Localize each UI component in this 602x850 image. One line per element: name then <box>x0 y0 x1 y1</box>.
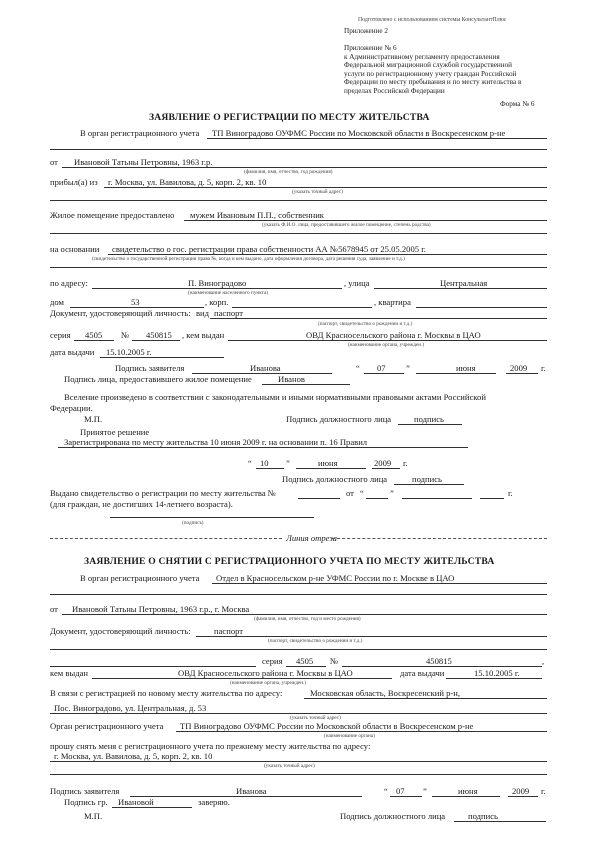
s2-series-line <box>286 666 326 667</box>
s2-from-label: от <box>50 604 58 614</box>
s2-from-hint: (фамилия, имя, отчество, год и место рождения) <box>254 616 361 622</box>
s2-witness-line <box>112 807 192 808</box>
s1-date-value: 15.10.2005 г. <box>106 347 152 357</box>
s1-arrived-line <box>104 187 547 188</box>
s2-issued-value: ОВД Красносельского района г. Москвы в ЦАО <box>178 668 353 678</box>
s1-sign-g: г. <box>541 363 546 373</box>
s1-settle-line-2: Федерации. <box>50 403 93 413</box>
s1-decision-value: Зарегистрирована по месту жительства 10 июня 2009 г. на основании п. 16 Правил <box>64 437 368 447</box>
s1-basis-label: на основании <box>50 244 100 254</box>
s1-street-label: , улица <box>344 278 370 288</box>
s1-organ-line-2 <box>50 149 547 150</box>
s2-organ-line <box>212 583 547 584</box>
section2-title: ЗАЯВЛЕНИЕ О СНЯТИИ С РЕГИСТРАЦИОННОГО УЧЕТА ПО МЕСТУ ЖИТЕЛЬСТВА <box>84 556 495 567</box>
s1-issued-label: , кем выдан <box>182 330 225 340</box>
s2-sign-day-line <box>390 796 422 797</box>
s1-cert-month-line <box>402 498 472 499</box>
s1-dec-day: 10 <box>260 458 269 468</box>
s1-house-value: 53 <box>131 297 140 307</box>
s1-dec-year-line <box>372 468 400 469</box>
s2-num-value: 450815 <box>426 656 452 666</box>
s2-request-hint: (указать точный адрес) <box>264 763 315 769</box>
s2-new-addr-value-2: Пос. Виноградово, ул. Центральная, д. 53 <box>54 703 207 713</box>
s2-sign-year: 2009 <box>512 786 530 796</box>
s1-kv-line <box>416 307 547 308</box>
s2-sign-day: 07 <box>396 786 405 796</box>
s1-cert-label: Выдано свидетельство о регистрации по месту жительства № <box>50 488 277 498</box>
s1-series-value: 4505 <box>85 330 103 340</box>
s1-issued-value: ОВД Красносельского района г. Москвы в ЦАО <box>306 330 481 340</box>
s1-dec-quote-close: ” <box>286 458 290 468</box>
appendix-line-2: к Административному регламенту предоставления <box>344 52 500 61</box>
s2-official-sign-label: Подпись должностного лица <box>340 811 446 821</box>
s1-date-label: дата выдачи <box>50 347 95 357</box>
s1-sign-day-line <box>364 373 404 374</box>
s2-doc-line <box>196 636 547 637</box>
s1-cert-year-line <box>480 498 504 499</box>
s2-num-line <box>342 666 542 667</box>
s1-street-value: Центральная <box>440 278 488 288</box>
s1-housing-line <box>184 220 547 221</box>
s2-new-addr-line <box>304 698 547 699</box>
s2-sign-line <box>130 796 362 797</box>
s2-from-line <box>62 614 547 615</box>
s1-sign-label: Подпись заявителя <box>115 363 185 373</box>
s1-arrived-value: г. Москва, ул. Вавилова, д. 5, корп. 2, кв. 10 <box>108 177 267 187</box>
s1-doc-label: Документ, удостоверяющий личность: <box>50 308 191 318</box>
s2-series-label: серия <box>262 656 283 666</box>
s2-official-sign-value: подпись <box>468 811 498 821</box>
s1-doc-kind-value: паспорт <box>214 308 244 318</box>
s1-address-label: по адресу: <box>50 278 88 288</box>
s1-address-value: П. Виноградово <box>188 278 247 288</box>
s2-issued-label: кем выдан <box>50 668 88 678</box>
s1-street-line <box>374 288 547 289</box>
s2-request-value: г. Москва, ул. Вавилова, д. 5, корп. 2, кв. 10 <box>54 751 213 761</box>
s1-cert-quote-open: “ <box>360 488 364 498</box>
s1-sign-value: Иванова <box>250 363 281 373</box>
s1-address-hint: (наименование населенного пункта) <box>188 290 269 296</box>
s1-korp-line <box>232 307 372 308</box>
s1-date-line <box>100 357 224 358</box>
s2-witness-value: Ивановой <box>118 797 154 807</box>
s2-organ2-line <box>176 731 547 732</box>
s1-doc-kind-label: вид <box>196 308 210 318</box>
s1-series-label: серия <box>50 330 71 340</box>
s1-housing-value: мужем Ивановым П.П., собственник <box>190 210 324 220</box>
s1-sign-year: 2009 <box>510 363 528 373</box>
s2-date-value: 15.10.2005 г. <box>474 668 520 678</box>
s1-num-label: № <box>121 330 130 340</box>
s2-doc-value: паспорт <box>214 626 244 636</box>
s1-from-hint: (фамилия, имя, отчество, год рождения) <box>244 169 333 175</box>
s2-doc-label: Документ, удостоверяющий личность: <box>50 626 191 636</box>
s1-sign-day: 07 <box>377 363 386 373</box>
s1-mp: М.П. <box>84 414 103 424</box>
s2-sign-month-line <box>432 796 500 797</box>
s2-organ2-hint: (наименование органа) <box>324 733 375 739</box>
form-number: Форма № 6 <box>500 100 535 108</box>
s2-request-line-2 <box>50 774 547 775</box>
s1-dec-g: г. <box>403 458 408 468</box>
s1-basis-line-2 <box>50 267 547 268</box>
s1-organ-label: В орган регистрационного учета <box>80 128 200 138</box>
s1-address-line <box>92 288 342 289</box>
s2-num-label: № <box>330 656 339 666</box>
s1-dec-month: июня <box>318 458 338 468</box>
s1-organ-value: ТП Виноградово ОУФМС России по Московской области в Воскресенском р-не <box>212 128 506 138</box>
cut-line-right <box>332 538 547 539</box>
s1-sign-year-line <box>506 373 538 374</box>
s1-official-sign-label: Подпись должностного лица <box>286 414 392 424</box>
s2-num-comma: , <box>542 656 545 666</box>
s1-dec-day-line <box>256 468 284 469</box>
s1-organ-line <box>207 138 547 139</box>
s2-new-addr-hint: (указать точный адрес) <box>290 715 341 721</box>
s1-official-sign-value: подпись <box>414 414 444 424</box>
s1-cert-day-line <box>366 498 388 499</box>
s2-new-addr-label: В связи с регистрацией по новому месту жительства по адресу: <box>50 688 283 698</box>
s1-korp-label: , корп. <box>205 297 229 307</box>
s1-num-value: 450815 <box>146 330 172 340</box>
s2-organ-value: Отдел в Красносельском р-не УФМС России по г. Москве в ЦАО <box>216 573 455 583</box>
s2-sign-quote-close: ” <box>423 786 427 796</box>
appendix-line-6: пределах Российской Федерации <box>344 86 445 95</box>
s1-basis-line <box>108 254 547 255</box>
s1-cert-note: (для граждан, не достигших 14-летнего возраста). <box>50 499 233 509</box>
s1-from-line <box>62 167 547 168</box>
s2-series-value: 4505 <box>296 656 314 666</box>
s1-cert-sign-line <box>110 517 314 518</box>
s2-from-value: Ивановой Татьны Петровны, 1963 г.р., г. Москва <box>72 604 250 614</box>
s2-doc-line-2 <box>50 649 547 650</box>
s1-doc-hint: (паспорт, свидетельство о рождении и т.д.) <box>318 321 413 327</box>
s1-arrived-hint: (указать точный адрес) <box>292 189 343 195</box>
s2-date-line <box>446 678 542 679</box>
s1-dec-month-line <box>296 468 366 469</box>
s1-settle-line-1: Вселение произведено в соответствии с законодательными и иными нормативными правовыми актами Российской <box>64 392 486 402</box>
s2-sign-year-line <box>508 796 538 797</box>
s1-issued-line <box>228 340 547 341</box>
s1-arrived-label: прибыл(а) из <box>50 177 98 187</box>
s2-organ-label: В орган регистрационного учета <box>80 573 200 583</box>
s1-provider-label: Подпись лица, предоставившего жилое помещение <box>64 374 252 384</box>
appendix-label: Приложение 2 <box>344 27 388 35</box>
appendix-line-4: услуги по регистрационному учету граждан Российской <box>344 69 517 78</box>
s2-organ-line-2 <box>50 594 547 595</box>
s1-cert-quote-close: ” <box>390 488 394 498</box>
s1-official-sign-line <box>398 424 462 425</box>
s2-mp: М.П. <box>84 811 103 821</box>
s1-arrived-line-2 <box>50 200 547 201</box>
s1-decision-label: Принятое решение <box>80 427 150 437</box>
s1-cert-hint: (подпись) <box>182 520 204 526</box>
s1-sign-month: июня <box>456 363 476 373</box>
s2-issued-line <box>92 678 392 679</box>
s1-provider-line <box>262 384 350 385</box>
appendix-line-3: Федеральной миграционной службой государственной <box>344 61 513 69</box>
s1-basis-hint: (свидетельство о государственной регистрации права №, когда и кем выдано, дата оформления договора, дата решения суда, заявление и т.д.) <box>92 256 405 262</box>
s1-housing-hint: (указать Ф.И.О. лица, предоставившего жилое помещение, степень родства) <box>262 222 431 228</box>
s2-sign-quote-open: “ <box>384 786 388 796</box>
s1-house-label: дом <box>50 297 64 307</box>
s1-num-line <box>132 340 180 341</box>
s2-new-addr-value: Московская область, Воскресенский р-н, <box>310 688 461 698</box>
source-note: Подготовлено с использованием системы КонсультантПлюс <box>358 17 507 23</box>
s2-request-line <box>50 761 547 762</box>
s2-request-label: прошу снять меня с регистрационного учета по прежнему месту жительства по адресу: <box>50 741 371 751</box>
s2-sign-month: июня <box>458 786 478 796</box>
s2-new-addr-line-2 <box>50 713 547 714</box>
s1-dec-year: 2009 <box>374 458 392 468</box>
s2-issued-hint: (наименование органа, учрежден.) <box>230 680 307 686</box>
cut-line-label: Линия отреза <box>286 533 337 543</box>
s1-cert-no-line <box>298 498 340 499</box>
s1-series-line <box>74 340 114 341</box>
s1-decision-line <box>58 447 468 448</box>
s2-organ2-label: Орган регистрационного учета <box>50 721 164 731</box>
section1-title: ЗАЯВЛЕНИЕ О РЕГИСТРАЦИИ ПО МЕСТУ ЖИТЕЛЬСТВА <box>149 112 430 123</box>
s1-kv-label: , квартира <box>374 297 411 307</box>
s2-sign-value: Иванова <box>236 786 267 796</box>
cut-line-left <box>50 538 282 539</box>
s1-official-sign2-line <box>394 484 464 485</box>
s1-provider-value: Иванов <box>278 374 305 384</box>
s2-pre-series-line <box>50 666 256 667</box>
s2-doc-hint: (паспорт, свидетельство о рождении и т.д.) <box>268 638 363 644</box>
s1-sign-quote-open: “ <box>356 363 360 373</box>
s1-housing-label: Жилое помещение предоставлено <box>50 210 175 220</box>
appendix-line-1: Приложение № 6 <box>344 44 397 52</box>
s2-witness-label: Подпись гр. <box>64 797 108 807</box>
s2-sign-label: Подпись заявителя <box>50 786 120 796</box>
s2-sign-g: г. <box>541 786 546 796</box>
s1-cert-g: г. <box>508 488 513 498</box>
s1-doc-line <box>210 318 547 319</box>
s1-housing-line-2 <box>50 233 547 234</box>
s1-issued-hint: (наименование органа, учрежден.) <box>348 342 425 348</box>
s2-organ2-value: ТП Виноградово ОУФМС России по Московской области в Воскресенском р-не <box>180 721 474 731</box>
s1-dec-quote-open: “ <box>248 458 252 468</box>
appendix-line-5: Федерации по месту пребывания и по месту жительства в <box>344 78 522 86</box>
s1-from-value: Ивановой Татьны Петровны, 1963 г.р. <box>74 157 213 167</box>
s1-official-sign2-label: Подпись должностного лица <box>282 474 388 484</box>
s1-from-label: от <box>50 157 58 167</box>
s1-cert-from: от <box>346 488 354 498</box>
s2-date-label: дата выдачи <box>400 668 445 678</box>
s1-sign-quote-close: ” <box>406 363 410 373</box>
s2-witness-suffix: заверяю. <box>198 797 230 807</box>
s2-official-sign-line <box>454 821 546 822</box>
s1-basis-value: свидетельство о гос. регистрации права собственности АА №5678945 от 25.05.2005 г. <box>112 244 426 254</box>
s1-official-sign2-value: подпись <box>412 474 442 484</box>
s1-sign-month-line <box>416 373 496 374</box>
